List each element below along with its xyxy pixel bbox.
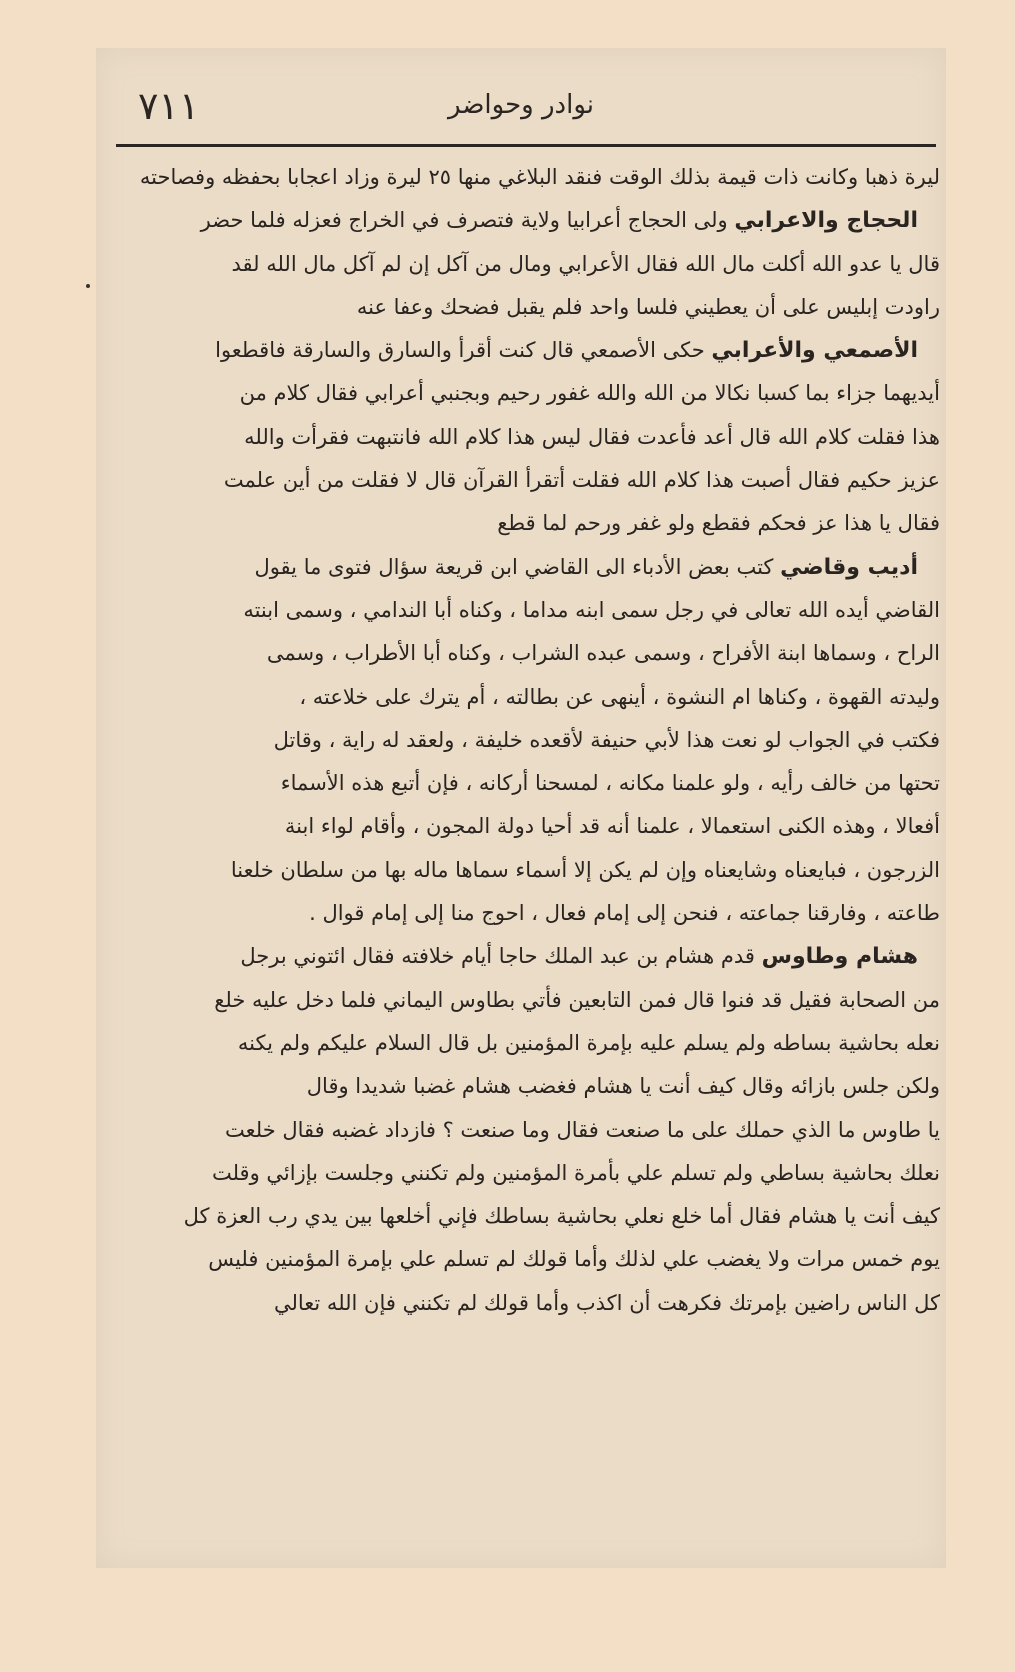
- section-heading: أديب وقاضي: [780, 554, 918, 580]
- text-line: [108, 416, 940, 459]
- line-text: عزيز حكيم فقال أصبت هذا كلام الله فقلت أتقرأ القرآن قال لا فقلت من أين علمت: [223, 468, 940, 493]
- text-line: [108, 199, 940, 242]
- line-text: كل الناس راضين بإمرتك فكرهت أن اكذب وأما قولك لم تكنني فإن الله تعالي: [273, 1290, 940, 1315]
- line-text: من الصحابة فقيل قد فنوا قال فمن التابعين فأتي بطاوس اليماني فلما دخل عليه خلع: [214, 987, 940, 1012]
- line-text: القاضي أيده الله تعالى في رجل سمى ابنه مداما ، وكناه أبا الندامي ، وسمى ابنته: [243, 597, 940, 622]
- line-text: نعلك بحاشية بساطي ولم تسلم علي بأمرة المؤمنين ولم تكنني وجلست بإزائي وقلت: [211, 1160, 940, 1185]
- line-text: هذا فقلت كلام الله قال أعد فأعدت فقال ليس هذا كلام الله فانتبهت فقرأت والله: [244, 424, 940, 449]
- text-line: [108, 676, 940, 719]
- line-text: ولى الحجاج أعرابيا ولاية فتصرف في الخراج فعزله فلما حضر: [200, 208, 735, 233]
- line-text: أفعالا ، وهذه الكنى استعمالا ، علمنا أنه قد أحيا دولة المجون ، وأقام لواء ابنة: [284, 814, 940, 839]
- line-text: حكى الأصمعي قال كنت أقرأ والسارق والسارقة فاقطعوا: [215, 338, 712, 363]
- text-line: [108, 156, 940, 199]
- text-line: [108, 979, 940, 1022]
- text-line: [108, 1152, 940, 1195]
- line-text: تحتها من خالف رأيه ، ولو علمنا مكانه ، لمسحنا أركانه ، فإن أتبع هذه الأسماء: [280, 771, 940, 796]
- text-line: [108, 1065, 940, 1108]
- line-text: راودت إبليس على أن يعطيني فلسا واحد فلم يقبل فضحك وعفا عنه: [356, 294, 940, 319]
- page-number: ٧١١: [138, 84, 200, 128]
- text-line: [108, 935, 940, 978]
- body-text: [108, 156, 940, 1325]
- text-line: [108, 286, 940, 329]
- page-header: [96, 48, 946, 148]
- line-text: قدم هشام بن عبد الملك حاجا أيام خلافته فقال ائتوني برجل: [240, 944, 762, 969]
- section-heading: الأصمعي والأعرابي: [711, 338, 918, 364]
- line-text: أيديهما جزاء بما كسبا نكالا من الله والله غفور رحيم وبجنبي أعرابي فقال كلام من: [239, 381, 940, 406]
- line-text: ليرة ذهبا وكانت ذات قيمة بذلك الوقت فنقد البلاغي منها ٢٥ ليرة وزاد اعجابا بحفظه وفصاحته: [139, 165, 940, 189]
- text-line: [108, 1282, 940, 1325]
- text-line: [108, 589, 940, 632]
- text-line: [108, 1238, 940, 1281]
- line-text: فكتب في الجواب لو نعت هذا لأبي حنيفة لأقعده خليفة ، ولعقد له راية ، وقاتل: [273, 727, 940, 752]
- line-text: طاعته ، وفارقنا جماعته ، فنحن إلى إمام فعال ، احوج منا إلى إمام قوال .: [309, 901, 940, 926]
- header-rule: [116, 144, 936, 147]
- line-text: ولكن جلس بازائه وقال كيف أنت يا هشام فغضب هشام غضبا شديدا وقال: [306, 1074, 940, 1099]
- section-heading: هشام وطاوس: [761, 944, 918, 970]
- text-line: [108, 1022, 940, 1065]
- line-text: نعله بحاشية بساطه ولم يسلم عليه بإمرة المؤمنين بل قال السلام عليكم ولم يكنه: [237, 1030, 940, 1055]
- line-text: فقال يا هذا عز فحكم فقطع ولو غفر ورحم لما قطع: [497, 511, 940, 536]
- text-line: [108, 459, 940, 502]
- line-text: وليدته القهوة ، وكناها ام النشوة ، أينهى عن بطالته ، أم يترك على خلاعته ،: [299, 684, 940, 709]
- text-line: [108, 632, 940, 675]
- line-text: كيف أنت يا هشام فقال أما خلع نعلي بحاشية بساطك فإني أخلعها بين يدي رب العزة كل: [183, 1204, 940, 1229]
- text-line: [108, 1195, 940, 1238]
- margin-dot: [86, 284, 90, 288]
- line-text: الراح ، وسماها ابنة الأفراح ، وسمى عبده الشراب ، وكناه أبا الأطراب ، وسمى: [266, 641, 940, 666]
- line-text: يوم خمس مرات ولا يغضب علي لذلك وأما قولك لم تسلم علي بإمرة المؤمنين فليس: [208, 1247, 940, 1272]
- text-line: [108, 849, 940, 892]
- scanned-book-page: [96, 48, 946, 1568]
- line-text: قال يا عدو الله أكلت مال الله فقال الأعرابي ومال من آكل إن لم آكل مال الله لقد: [231, 251, 940, 276]
- text-line: [108, 243, 940, 286]
- text-line: [108, 1109, 940, 1152]
- line-text: يا طاوس ما الذي حملك على ما صنعت فقال وما صنعت ؟ فازداد غضبه فقال خلعت: [224, 1117, 940, 1142]
- text-line: [108, 329, 940, 372]
- text-line: [108, 892, 940, 935]
- text-line: [108, 546, 940, 589]
- line-text: الزرجون ، فبايعناه وشايعناه وإن لم يكن إلا أسماء سماها ماله بها من سلطان خلعنا: [230, 857, 940, 882]
- text-line: [108, 762, 940, 805]
- running-title: نوادر وحواضر: [448, 90, 594, 120]
- text-line: [108, 805, 940, 848]
- text-line: [108, 719, 940, 762]
- line-text: كتب بعض الأدباء الى القاضي ابن قريعة سؤال فتوى ما يقول: [254, 554, 781, 579]
- text-line: [108, 372, 940, 415]
- text-line: [108, 502, 940, 545]
- section-heading: الحجاج والاعرابي: [734, 208, 918, 234]
